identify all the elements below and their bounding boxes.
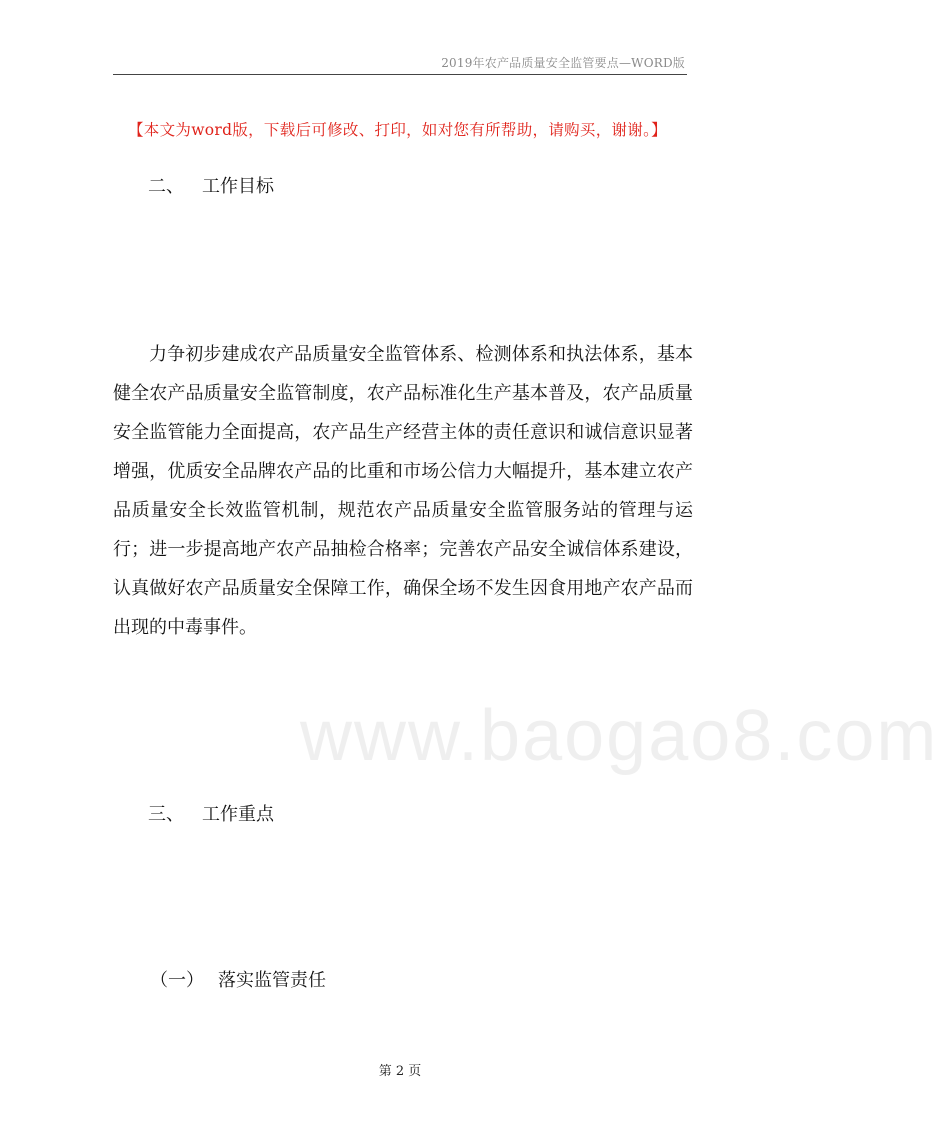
subsection-heading-1 bbox=[150, 966, 326, 992]
running-header: 2019年农产品质量安全监管要点—WORD版 bbox=[441, 56, 685, 70]
section-title: 工作重点 bbox=[202, 804, 274, 825]
subsection-number: （一） bbox=[150, 970, 204, 991]
section-heading-goals bbox=[148, 172, 274, 198]
section-title: 工作目标 bbox=[202, 176, 274, 197]
purchase-notice: 【本文为word版，下载后可修改、打印，如对您有所帮助，请购买，谢谢。】 bbox=[128, 121, 667, 139]
subsection-title: 落实监管责任 bbox=[218, 970, 326, 991]
section-number: 三、 bbox=[148, 804, 184, 825]
page-number: 第 2 页 bbox=[378, 1064, 422, 1079]
goals-paragraph: 力争初步建成农产品质量安全监管体系、检测体系和执法体系，基本健全农产品质量安全监管制度，农产品标准化生产基本普及，农产品质量安全监管能力全面提高，农产品生产经营主体的责任意识和诚信意识显著增强，优质安全品牌农产品的比重和市场公信力大幅提升，基本建立农产品质量安全长效监管机制，规范农产品质量安全监管服务站的管理与运行；进一步提高地产农产品抽检合格率；完善农产品安全诚信体系建设，认真做好农产品质量安全保障工作，确保全场不发生因食用地产农产品而出现的中毒事件。 bbox=[113, 344, 693, 638]
section-number: 二、 bbox=[148, 176, 184, 197]
watermark: www.baogao8.com bbox=[300, 696, 938, 776]
header-divider bbox=[113, 74, 687, 75]
section-heading-focus bbox=[148, 800, 274, 826]
